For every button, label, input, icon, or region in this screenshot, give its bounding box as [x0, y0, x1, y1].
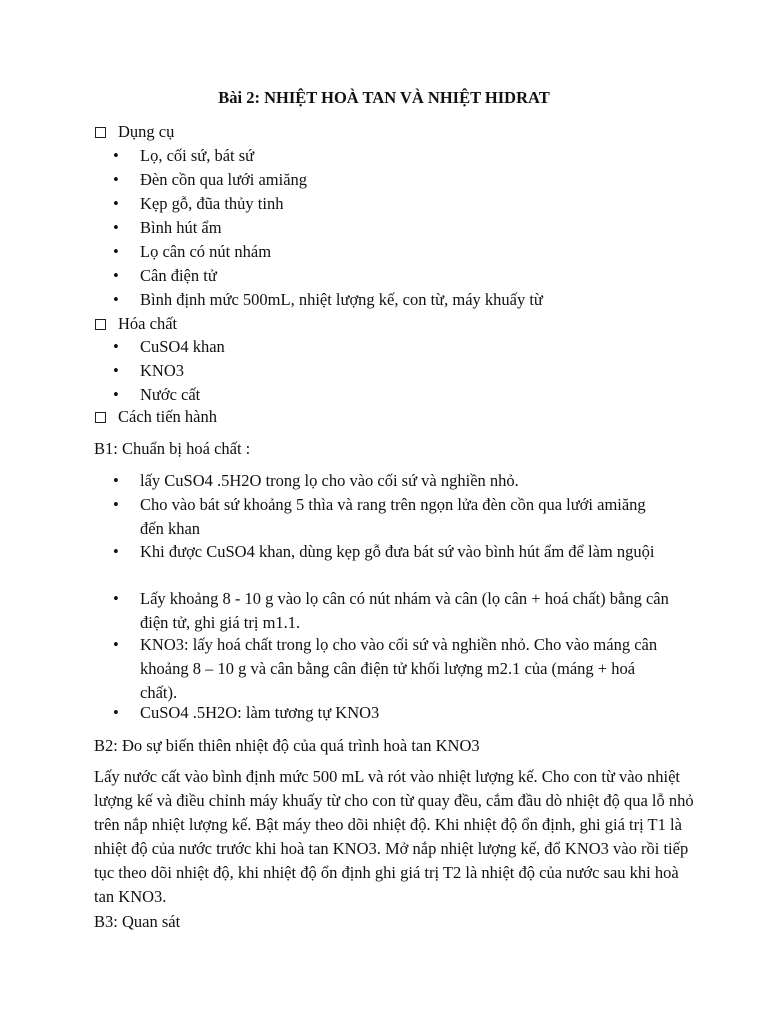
list-item — [113, 701, 673, 725]
list-item — [113, 359, 673, 383]
list-item-text: Nước cất — [140, 385, 201, 404]
list-item-text: KNO3 — [140, 361, 184, 380]
list-item — [113, 587, 673, 635]
bullet-icon: • — [113, 170, 119, 189]
step-paragraph-b2: Lấy nước cất vào bình định mức 500 mL và rót vào nhiệt lượng kế. Cho con từ vào nhiệt lượng kế và điều chỉnh máy khuấy từ cho con từ quay đều, cắm đầu dò nhiệt độ qua lỗ nhỏ trên nắp nhiệt lượng kế. Bật máy theo dõi nhiệt độ. Khi nhiệt độ ổn định, ghi giá trị T1 là nhiệt độ của nước trước khi hoà tan KNO3. Mở nắp nhiệt lượng kế, đổ KNO3 vào rồi tiếp tục theo dõi nhiệt độ, khi nhiệt độ ổn định ghi giá trị T2 là nhiệt độ của nước sau khi hoà tan KNO3. — [94, 767, 694, 906]
bullet-icon: • — [113, 703, 119, 722]
page-title: Bài 2: NHIỆT HOÀ TAN VÀ NHIỆT HIDRAT — [218, 88, 550, 107]
bullet-icon: • — [113, 266, 119, 285]
bullet-icon: • — [113, 635, 119, 654]
bullet-icon: • — [113, 290, 119, 309]
list-item-text: lấy CuSO4 .5H2O trong lọ cho vào cối sứ và nghiền nhỏ. — [140, 471, 519, 490]
checkbox-bullet-icon — [95, 412, 106, 423]
bullet-icon: • — [113, 542, 119, 561]
list-item — [113, 240, 673, 264]
bullet-icon: • — [113, 337, 119, 356]
step-heading-b3: B3: Quan sát — [94, 912, 181, 931]
list-item — [113, 383, 673, 407]
bullet-icon: • — [113, 385, 119, 404]
section-heading-cach-tien-hanh — [94, 405, 217, 429]
bullet-icon: • — [113, 242, 119, 261]
step-heading-b2: B2: Đo sự biến thiên nhiệt độ của quá trình hoà tan KNO3 — [94, 736, 480, 755]
step-heading-b1: B1: Chuẩn bị hoá chất : — [94, 439, 251, 458]
checkbox-bullet-icon — [95, 319, 106, 330]
list-item — [113, 633, 673, 705]
section-heading-label: Cách tiến hành — [118, 407, 217, 426]
section-heading-label: Dụng cụ — [118, 122, 175, 141]
list-item-text: CuSO4 .5H2O: làm tương tự KNO3 — [140, 703, 380, 722]
bullet-icon: • — [113, 361, 119, 380]
list-item-text: Lọ cân có nút nhám — [140, 242, 272, 261]
list-item — [113, 216, 673, 240]
list-item-text: Bình định mức 500mL, nhiệt lượng kế, con từ, máy khuấy từ — [140, 290, 543, 309]
bullet-icon: • — [113, 194, 119, 213]
list-item — [113, 168, 673, 192]
bullet-icon: • — [113, 146, 119, 165]
list-item-text: Cho vào bát sứ khoảng 5 thìa và rang trên ngọn lửa đèn cồn qua lưới amiăng đến khan — [140, 495, 646, 538]
section-heading-dung-cu — [94, 120, 174, 144]
list-item — [113, 335, 673, 359]
list-item-text: Lọ, cối sứ, bát sứ — [140, 146, 255, 165]
section-heading-hoa-chat — [94, 312, 177, 336]
list-item-text: Khi được CuSO4 khan, dùng kẹp gỗ đưa bát sứ vào bình hút ẩm để làm nguội — [140, 542, 655, 561]
list-item-text: CuSO4 khan — [140, 337, 225, 356]
bullet-icon: • — [113, 471, 119, 490]
bullet-icon: • — [113, 218, 119, 237]
list-item-text: Cân điện tử — [140, 266, 217, 285]
list-item-text: Kẹp gỗ, đũa thủy tinh — [140, 194, 284, 213]
checkbox-bullet-icon — [95, 127, 106, 138]
list-item — [113, 264, 673, 288]
list-item-text: Bình hút ẩm — [140, 218, 222, 237]
list-item-text: Lấy khoảng 8 - 10 g vào lọ cân có nút nhám và cân (lọ cân + hoá chất) bằng cân điện tử, ghi giá trị m1.1. — [140, 589, 669, 632]
list-item — [113, 493, 673, 541]
list-item — [113, 540, 673, 564]
list-item — [113, 288, 673, 312]
list-item — [113, 192, 673, 216]
list-item — [113, 144, 673, 168]
list-item-text: Đèn cồn qua lưới amiăng — [140, 170, 308, 189]
bullet-icon: • — [113, 589, 119, 608]
bullet-icon: • — [113, 495, 119, 514]
list-item-text: KNO3: lấy hoá chất trong lọ cho vào cối sứ và nghiền nhỏ. Cho vào máng cân khoảng 8 – 10 g và cân bằng cân điện tử khối lượng m2.1 của (máng + hoá chất). — [140, 635, 658, 702]
list-item — [113, 469, 673, 493]
section-heading-label: Hóa chất — [118, 314, 178, 333]
